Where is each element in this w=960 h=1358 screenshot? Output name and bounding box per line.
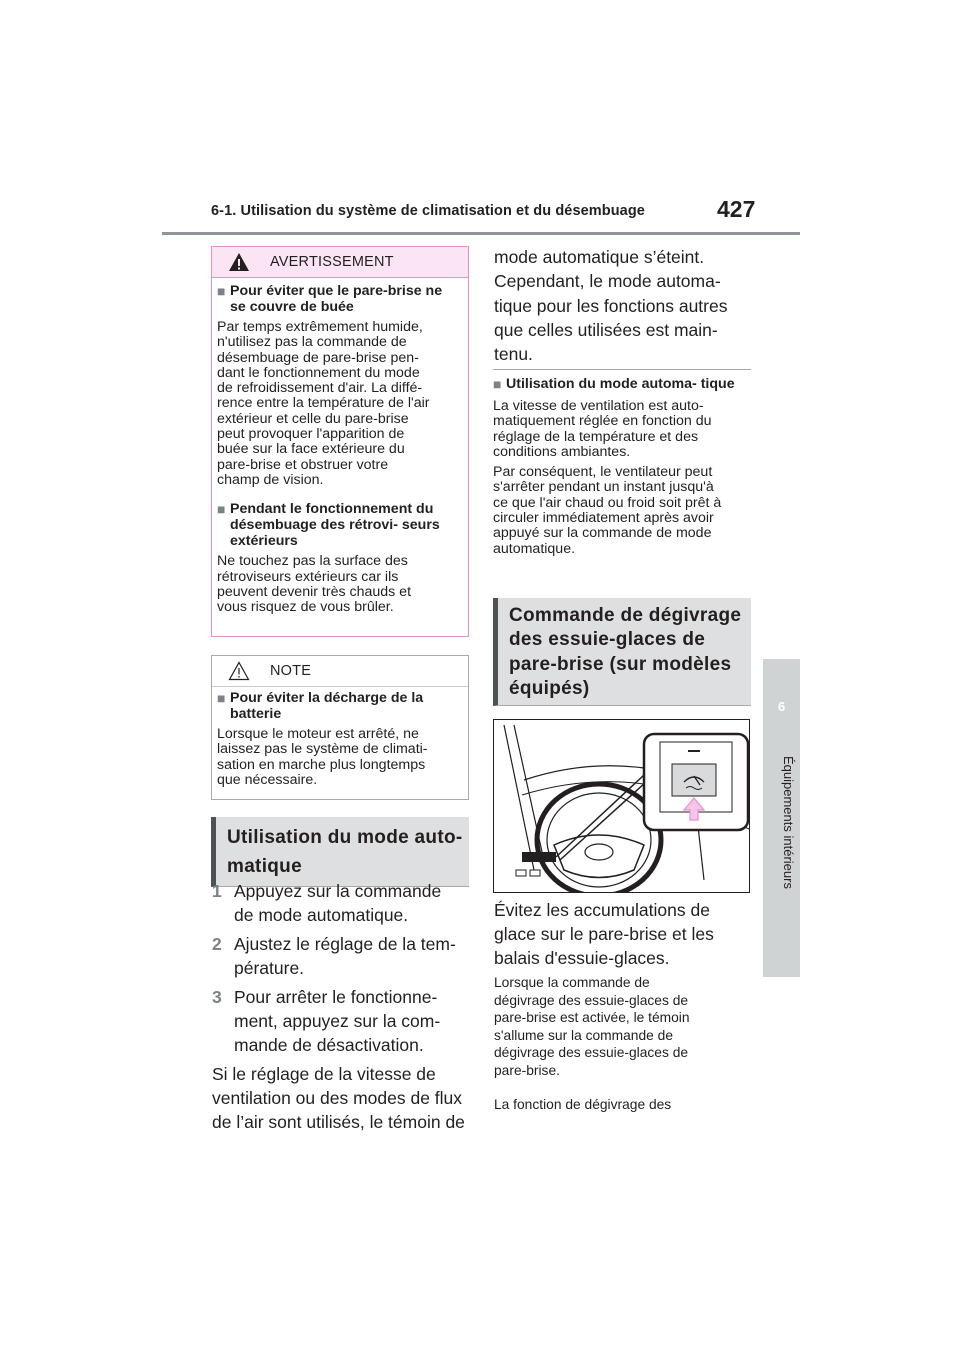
continued-paragraph: mode automatique s’éteint. Cependant, le mode automa- tique pour les fonctions autres que celles utilisées est main- tenu.: [494, 247, 728, 365]
step-2: 2 Ajustez le réglage de la tem- pérature.: [212, 934, 456, 978]
running-header: 6-1. Utilisation du système de climatisation et du désembuage: [211, 203, 645, 219]
warning-box: [211, 246, 469, 637]
note-header: [212, 656, 468, 687]
dashboard-illustration: [493, 719, 750, 893]
divider: [493, 369, 751, 370]
auto-mode-text-1: La vitesse de ventilation est auto- matiquement réglée en fonction du réglage de la température et des conditions ambiantes.: [493, 398, 712, 460]
note-heading: ■ Pour éviter la décharge de la batterie: [217, 690, 424, 722]
warning-triangle-icon: [228, 252, 250, 272]
header-rule: [162, 232, 800, 235]
warning-heading-2: ■ Pendant le fonctionnement du désembuage des rétrovi- seurs extérieurs: [217, 501, 440, 550]
deicer-paragraph: Évitez les accumulations de glace sur le pare-brise et les balais d'essuie-glaces.: [494, 900, 714, 968]
warning-title: AVERTISSEMENT: [270, 254, 394, 270]
warning-heading-1: ■ Pour éviter que le pare-brise ne se couvre de buée: [217, 283, 443, 315]
auto-mode-info: [493, 376, 751, 557]
dashboard-drawing: [494, 720, 750, 893]
chapter-number: 6: [778, 699, 786, 714]
warning-text-2: Ne touchez pas la surface des rétroviseurs extérieurs car ils peuvent devenir très chauds et vous risquez de vous brûler.: [217, 553, 412, 616]
auto-mode-text-2: Par conséquent, le ventilateur peut s'arrêter pendant un instant jusqu'à ce que l'air chaud ou froid soit prêt à circuler immédiatement après avoir appuyé sur la commande de mode automatique.: [493, 464, 722, 557]
deicer-indicator-text: Lorsque la commande de dégivrage des essuie-glaces de pare-brise est activée, le témoin s'allume sur la commande de dégivrage des essuie-glaces de pare-brise.: [494, 975, 690, 1078]
auto-mode-heading: ■ Utilisation du mode automa- tique: [493, 376, 735, 392]
warning-text-1: Par temps extrêmement humide, n'utilisez pas la commande de désembuage de pare-brise pen- dant le fonctionnement du mode de refroidissement d'air. La diffé- rence entre la température de l'air extérieur et celle du pare-brise peut provoquer l'apparition de buée sur la face extérieure du pare-brise et obstruer votre champ de vision.: [217, 319, 430, 488]
note-title: NOTE: [270, 663, 312, 679]
chapter-label: Équipements intérieurs: [781, 756, 796, 889]
deicer-function-text: La fonction de dégivrage des: [494, 1097, 672, 1112]
section-wiper-deicer-title: Commande de dégivrage des essuie-glaces de pare-brise (sur modèles équipés): [493, 598, 751, 706]
warning-header: [212, 247, 468, 278]
auto-mode-paragraph: Si le réglage de la vitesse de ventilation ou des modes de flux de l’air sont utilisés, le témoin de: [212, 1064, 465, 1132]
caution-triangle-icon: [228, 661, 250, 681]
step-3: 3 Pour arrêter le fonctionne- ment, appuyez sur la com- mande de désactivation.: [212, 987, 441, 1055]
step-1: 1 Appuyez sur la commande de mode automatique.: [212, 881, 442, 925]
page-number: 427: [717, 196, 756, 222]
note-box: [211, 655, 469, 800]
note-text: Lorsque le moteur est arrêté, ne laissez pas le système de climati- sation en marche plus longtemps que nécessaire.: [217, 726, 428, 788]
section-auto-mode-title: Utilisation du mode auto- matique: [211, 817, 469, 887]
